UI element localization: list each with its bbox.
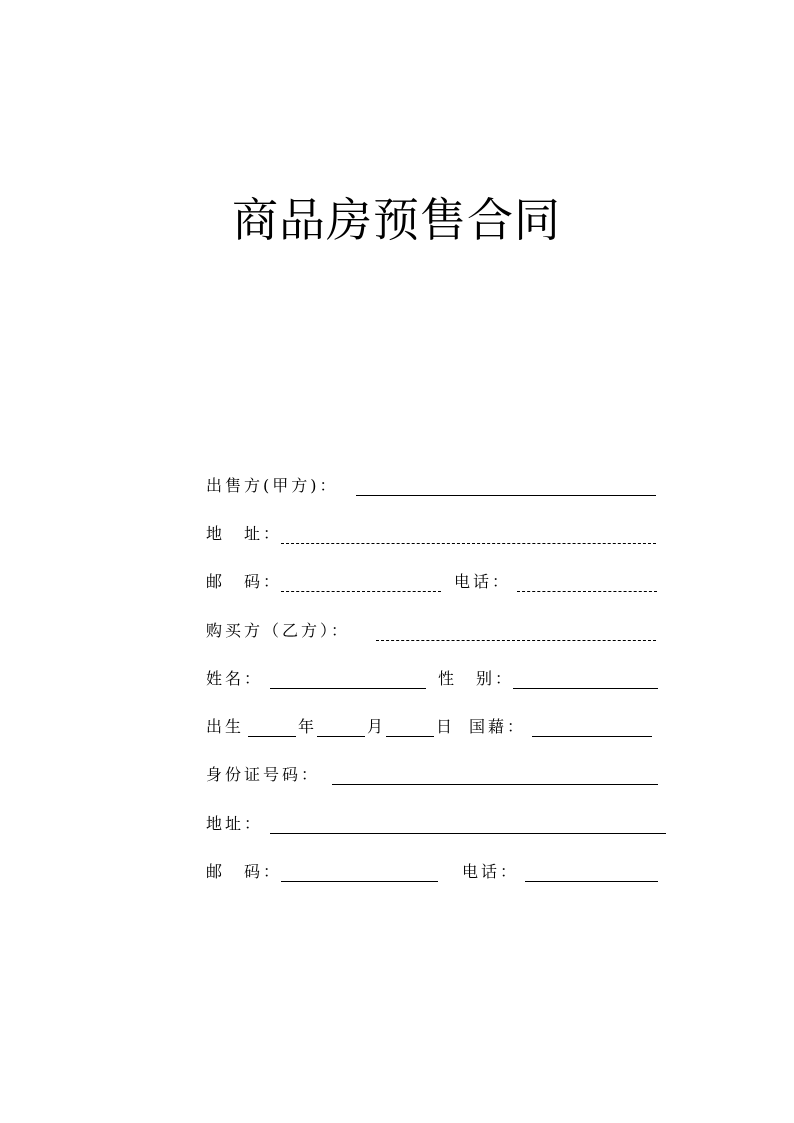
buyer-postcode-field[interactable] <box>281 881 438 882</box>
nationality-label: 国藉： <box>469 717 527 736</box>
seller-row <box>206 474 666 498</box>
buyer-address-label: 地址： <box>206 814 264 833</box>
seller-name-field[interactable] <box>356 495 656 496</box>
buyer-phone-label: 电话： <box>462 862 520 881</box>
id-number-field[interactable] <box>332 784 658 785</box>
buyer-contact-row <box>206 860 666 884</box>
buyer-name-field[interactable] <box>270 688 426 689</box>
birth-month-field[interactable] <box>317 736 365 737</box>
seller-phone-field[interactable] <box>517 591 657 592</box>
seller-address-field[interactable] <box>281 543 656 544</box>
seller-phone-label: 电话： <box>454 572 512 591</box>
document-title: 商品房预售合同 <box>232 193 561 247</box>
birth-label: 出生 <box>206 717 245 736</box>
buyer-address-row <box>206 812 670 836</box>
birth-year-field[interactable] <box>248 736 296 737</box>
buyer-postcode-label: 邮 码： <box>206 862 283 881</box>
seller-postcode-label: 邮 码： <box>206 572 283 591</box>
buyer-name-field-top[interactable] <box>376 640 656 641</box>
buyer-phone-field[interactable] <box>525 881 658 882</box>
buyer-id-row <box>206 763 666 787</box>
year-label: 年 <box>298 717 318 736</box>
seller-label: 出售方(甲方)： <box>206 476 339 495</box>
buyer-gender-label: 性 别： <box>438 669 515 688</box>
seller-address-label: 地 址： <box>206 524 283 543</box>
buyer-address-field[interactable] <box>270 833 666 834</box>
buyer-gender-field[interactable] <box>513 688 658 689</box>
buyer-name-row <box>206 667 666 691</box>
buyer-birth-row <box>206 715 666 739</box>
id-number-label: 身份证号码： <box>206 765 321 784</box>
seller-address-row <box>206 522 666 546</box>
birth-day-field[interactable] <box>386 736 434 737</box>
day-label: 日 <box>436 717 456 736</box>
seller-contact-row <box>206 570 666 594</box>
buyer-name-label: 姓名： <box>206 669 264 688</box>
nationality-field[interactable] <box>532 736 652 737</box>
month-label: 月 <box>367 717 387 736</box>
buyer-row <box>206 619 666 643</box>
buyer-label: 购买方（乙方）： <box>206 621 351 640</box>
seller-postcode-field[interactable] <box>281 591 441 592</box>
